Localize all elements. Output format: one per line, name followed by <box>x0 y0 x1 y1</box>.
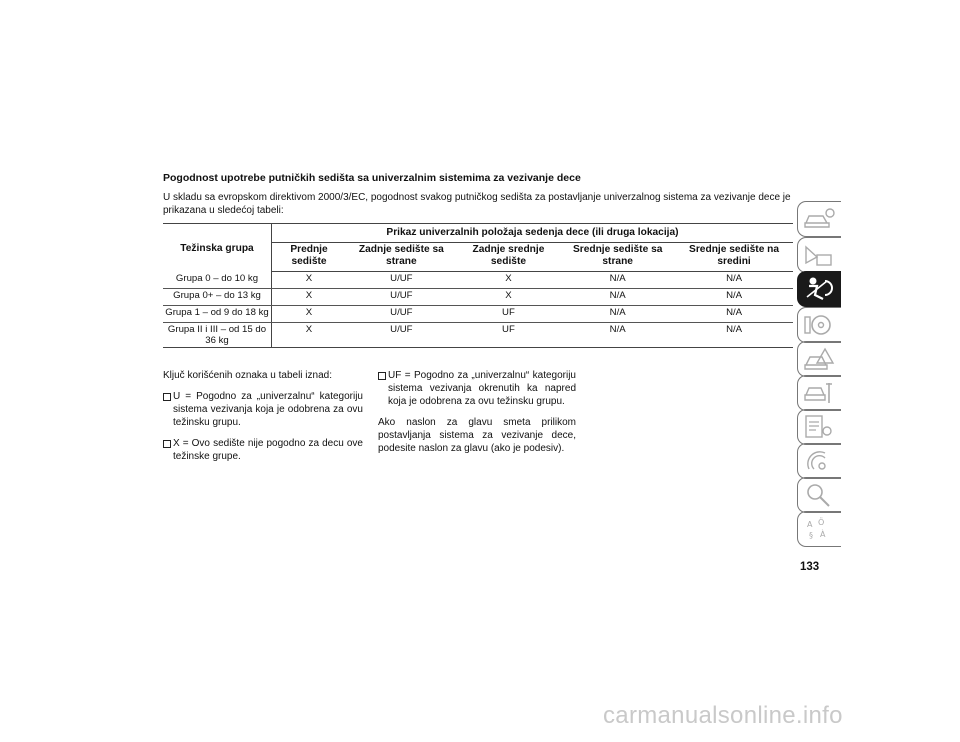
column-header: Srednje sedište na sredini <box>675 243 793 272</box>
svg-text:A: A <box>807 520 813 529</box>
positions-group-header: Prikaz univerzalnih položaja sedenja dece (ili druga lokacija) <box>272 224 794 243</box>
table-cell: X <box>272 306 347 323</box>
table-cell: U/UF <box>346 272 457 289</box>
dashboard-warning-icon <box>803 241 835 269</box>
table-cell: U/UF <box>346 323 457 348</box>
table-cell: N/A <box>560 323 675 348</box>
table-cell: X <box>457 272 561 289</box>
weight-group-cell: Grupa II i III – od 15 do 36 kg <box>163 323 272 348</box>
svg-text:Ö: Ö <box>818 518 825 527</box>
table-cell: X <box>272 323 347 348</box>
table-cell: X <box>272 289 347 306</box>
car-service-icon <box>803 379 835 407</box>
table-cell: N/A <box>560 289 675 306</box>
page-number: 133 <box>800 561 820 573</box>
nav-tab-safety[interactable] <box>797 271 841 307</box>
nav-tab-index[interactable] <box>797 511 841 547</box>
table-cell: N/A <box>675 323 793 348</box>
table-cell: UF <box>457 306 561 323</box>
car-info-icon <box>803 205 835 233</box>
table-cell: U/UF <box>346 306 457 323</box>
car-emergency-icon <box>803 345 835 373</box>
key-column-left <box>163 369 363 471</box>
column-header: Zadnje srednje sedište <box>457 243 561 272</box>
table-cell: UF <box>457 323 561 348</box>
multimedia-icon <box>803 447 835 475</box>
specifications-icon <box>803 413 835 441</box>
key-item-x <box>163 437 363 463</box>
nav-tab-multimedia[interactable] <box>797 443 841 479</box>
table-row <box>163 323 793 348</box>
key-item-u <box>163 390 363 429</box>
checkbox-bullet-icon <box>163 440 171 448</box>
key-item-text: UF = Pogodno za „univerzalnu“ kategoriju sistema vezivanja okrenutih ka napred koja je odobrena za ovu težinsku grupu. <box>388 370 576 407</box>
nav-tab-car-info[interactable] <box>797 201 841 237</box>
safety-airbag-icon <box>803 275 835 303</box>
nav-tab-search[interactable] <box>797 477 841 513</box>
key-item-text: X = Ovo sedište nije pogodno za decu ove težinske grupe. <box>173 438 363 462</box>
table-cell: N/A <box>560 306 675 323</box>
weight-group-header: Težinska grupa <box>163 224 272 272</box>
language-index-icon <box>803 515 835 543</box>
weight-group-cell: Grupa 0+ – do 13 kg <box>163 289 272 306</box>
weight-group-cell: Grupa 0 – do 10 kg <box>163 272 272 289</box>
table-row <box>163 289 793 306</box>
svg-text:§: § <box>809 531 813 540</box>
column-header: Zadnje sedište sa strane <box>346 243 457 272</box>
nav-tab-emergency[interactable] <box>797 341 841 377</box>
table-cell: N/A <box>675 289 793 306</box>
search-icon <box>803 481 835 509</box>
section-title: Pogodnost upotrebe putničkih sedišta sa univerzalnim sistemima za vezivanje dece <box>163 172 581 184</box>
key-column-right <box>378 369 576 463</box>
nav-tab-starting[interactable] <box>797 307 841 343</box>
watermark: carmanualsonline.info <box>603 702 843 729</box>
table-cell: X <box>457 289 561 306</box>
checkbox-bullet-icon <box>163 393 171 401</box>
table-cell: X <box>272 272 347 289</box>
key-item-uf <box>378 369 576 408</box>
table-cell: N/A <box>675 272 793 289</box>
key-title: Ključ korišćenih oznaka u tabeli iznad: <box>163 370 332 381</box>
table-row <box>163 272 793 289</box>
column-header: Prednje sedište <box>272 243 347 272</box>
nav-tab-specifications[interactable] <box>797 409 841 445</box>
column-header: Srednje sedište sa strane <box>560 243 675 272</box>
table-row <box>163 306 793 323</box>
seat-suitability-table <box>163 223 793 348</box>
key-item-text: U = Pogodno za „univerzalnu“ kategoriju sistema vezivanja koja je odobrena za ovu težinsku grupu. <box>173 391 363 428</box>
weight-group-cell: Grupa 1 – od 9 do 18 kg <box>163 306 272 323</box>
svg-text:À: À <box>820 530 826 539</box>
table-cell: U/UF <box>346 289 457 306</box>
nav-tab-dashboard[interactable] <box>797 237 841 273</box>
intro-paragraph: U skladu sa evropskom direktivom 2000/3/EC, pogodnost svakog putničkog sedišta za postavljanje univerzalnog sistema za vezivanje dece je prikazana u sledećoj tabeli: <box>163 192 791 216</box>
table-cell: N/A <box>675 306 793 323</box>
headrest-note: Ako naslon za glavu smeta prilikom postavljanja sistema za vezivanje dece, podesite naslon za glavu (ako je podesiv). <box>378 417 576 454</box>
table-cell: N/A <box>560 272 675 289</box>
checkbox-bullet-icon <box>378 372 386 380</box>
steering-wheel-icon <box>803 311 835 339</box>
nav-tab-service[interactable] <box>797 375 841 411</box>
